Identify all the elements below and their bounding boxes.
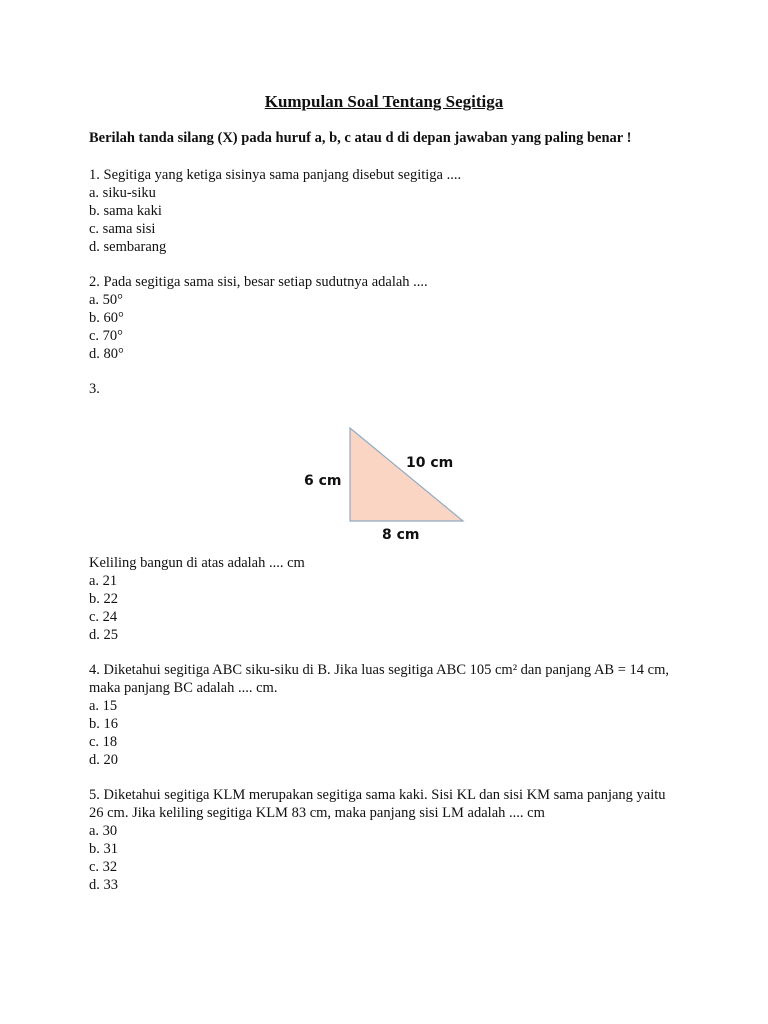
answer-option[interactable]: a. 30 — [89, 823, 118, 839]
question-stem: 4. Diketahui segitiga ABC siku-siku di B. Jika luas segitiga ABC 105 cm² dan panjang AB = 14 cm, maka panjang BC adalah .... cm. — [89, 662, 669, 696]
side-label-hypotenuse: 10 cm — [406, 455, 454, 471]
question-4 — [89, 661, 679, 769]
answer-option[interactable]: d. 33 — [89, 877, 118, 893]
answer-option[interactable]: a. 50° — [89, 292, 123, 308]
answer-option[interactable]: b. 31 — [89, 841, 118, 857]
answer-option[interactable]: d. 25 — [89, 627, 118, 643]
answer-option[interactable]: b. 60° — [89, 310, 124, 326]
question-stem: 5. Diketahui segitiga KLM merupakan segitiga sama kaki. Sisi KL dan sisi KM sama panjang yaitu 26 cm. Jika keliling segitiga KLM 83 cm, maka panjang sisi LM adalah .... cm — [89, 787, 666, 821]
instruction-text: Berilah tanda silang (X) pada huruf a, b, c atau d di depan jawaban yang paling benar ! — [89, 130, 632, 146]
question-3 — [89, 554, 305, 644]
answer-option[interactable]: b. 16 — [89, 716, 118, 732]
answer-option[interactable]: c. sama sisi — [89, 221, 156, 237]
question-5 — [89, 786, 679, 894]
answer-option[interactable]: c. 24 — [89, 609, 118, 625]
question-stem: 1. Segitiga yang ketiga sisinya sama panjang disebut segitiga .... — [89, 167, 462, 183]
question-stem: 2. Pada segitiga sama sisi, besar setiap sudutnya adalah .... — [89, 274, 428, 290]
answer-option[interactable]: c. 18 — [89, 734, 118, 750]
question-stem: Keliling bangun di atas adalah .... cm — [89, 555, 305, 571]
answer-option[interactable]: a. 15 — [89, 698, 118, 714]
question-1 — [89, 166, 461, 256]
answer-option[interactable]: c. 32 — [89, 859, 118, 875]
answer-option[interactable]: b. sama kaki — [89, 203, 162, 219]
answer-option[interactable]: d. sembarang — [89, 239, 167, 255]
answer-option[interactable]: b. 22 — [89, 591, 118, 607]
answer-option[interactable]: a. 21 — [89, 573, 118, 589]
answer-option[interactable]: d. 80° — [89, 346, 124, 362]
question-2 — [89, 273, 428, 363]
answer-option[interactable]: a. siku-siku — [89, 185, 156, 201]
right-triangle-shape — [350, 428, 463, 521]
answer-option[interactable]: c. 70° — [89, 328, 123, 344]
question-3-number: 3. — [89, 381, 100, 397]
page-title: Kumpulan Soal Tentang Segitiga — [264, 92, 504, 111]
answer-option[interactable]: d. 20 — [89, 752, 118, 768]
side-label-bottom: 8 cm — [382, 527, 420, 543]
triangle-figure — [300, 420, 470, 550]
side-label-left: 6 cm — [304, 473, 342, 489]
